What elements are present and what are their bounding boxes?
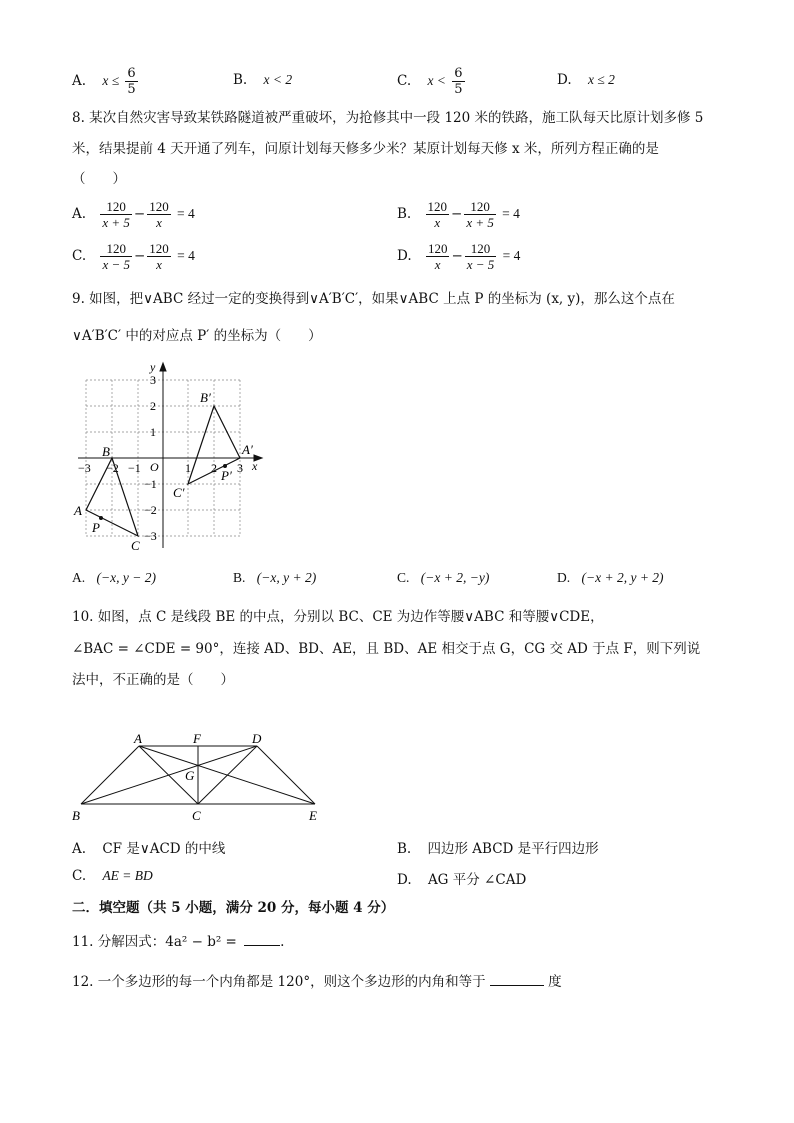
fraction (147, 199, 171, 230)
denominator: x (156, 257, 162, 272)
option-label: D. (397, 872, 412, 888)
q11-end: . (280, 934, 285, 950)
numerator: 120 (149, 241, 169, 256)
q7-option-c (397, 66, 467, 97)
y-tick-label: −1 (144, 477, 157, 491)
q8-answer-paren: （ ） (72, 171, 126, 187)
denominator: x (156, 215, 162, 230)
q10-stem-line1: 10. 如图，点 C 是线段 BE 的中点，分别以 BC、CE 为边作等腰∨ABC 和等腰∨CDE， (72, 609, 604, 625)
x-tick-label: −2 (106, 461, 119, 475)
x-tick-label: 3 (237, 461, 243, 475)
option-expr: x < (427, 73, 446, 88)
q7-option-a (72, 66, 140, 97)
numerator: 120 (465, 241, 497, 257)
fig-label-d: D (252, 731, 262, 746)
q9-stem-line1: 9. 如图，把∨ABC 经过一定的变换得到∨A′B′C′，如果∨ABC 上点 P 的坐标为 (x, y)，那么这个点在 (72, 291, 675, 307)
option-text: CF 是∨ACD 的中线 (102, 841, 226, 857)
numerator: 120 (100, 241, 132, 257)
label-p1: P′ (221, 468, 232, 483)
denominator: x (434, 257, 441, 272)
q11-answer-blank[interactable] (244, 945, 280, 946)
label-p: P (92, 520, 100, 535)
q12-end: 度 (548, 974, 562, 990)
q8-option-c: C. $\frac{120}{x - 5}$ − $\frac{120}{x}$ = 4 (72, 241, 195, 272)
q10-option-d (397, 868, 526, 888)
label-a1: A′ (242, 442, 253, 457)
numerator: 120 (100, 199, 132, 215)
x-tick-label: −1 (128, 461, 141, 475)
x-tick-label: 1 (185, 461, 191, 475)
q9-option-b (233, 570, 316, 586)
q7-option-d (557, 72, 615, 88)
equation-rhs: = 4 (177, 248, 195, 263)
y-axis-label: y (150, 360, 156, 374)
label-b1: B′ (200, 390, 211, 405)
option-label: A. (72, 206, 87, 222)
option-label: D. (397, 248, 412, 264)
option-value: (−x, y − 2) (96, 570, 156, 585)
q9-coordinate-figure (70, 358, 280, 556)
fraction (426, 241, 450, 272)
equation-rhs: = 4 (502, 248, 521, 263)
x-axis-label: x (252, 459, 258, 473)
y-tick-label: 1 (150, 425, 156, 439)
option-label: C. (397, 570, 410, 585)
label-c1: C′ (173, 485, 185, 500)
fig-label-f: F (193, 731, 201, 746)
option-text: 四边形 ABCD 是平行四边形 (427, 841, 599, 857)
option-label: C. (397, 73, 412, 89)
q12-text: 12. 一个多边形的每一个内角都是 120°，则这个多边形的内角和等于 (72, 974, 486, 990)
x-tick-labels (78, 461, 243, 475)
fig-label-e: E (309, 808, 317, 823)
y-tick-label: 3 (150, 373, 156, 387)
denominator: 5 (454, 82, 463, 97)
y-tick-label: −2 (144, 503, 157, 517)
option-expr: x ≤ (102, 73, 120, 88)
fraction (147, 241, 171, 272)
option-label: A. (72, 73, 87, 89)
x-tick-label: 2 (211, 461, 217, 475)
option-label: B. (233, 72, 248, 88)
label-a: A (74, 503, 82, 518)
option-label: C. (72, 248, 87, 264)
numerator: 120 (149, 199, 169, 214)
option-label: B. (397, 206, 412, 222)
fig-label-a: A (134, 731, 142, 746)
option-text: AE = BD (102, 868, 153, 883)
fraction (426, 199, 450, 230)
q9-option-c (397, 570, 489, 586)
q10-geometry-figure (70, 730, 330, 826)
fig-label-g: G (185, 768, 195, 783)
fraction (452, 66, 464, 97)
label-c: C (131, 538, 140, 553)
fraction (100, 241, 132, 272)
option-expr: x < 2 (263, 72, 293, 87)
option-label: B. (233, 570, 246, 585)
option-label: D. (557, 570, 571, 585)
q12-answer-blank[interactable] (490, 985, 544, 986)
q8-stem-line2: 米，结果提前 4 天开通了列车，问原计划每天修多少米？某原计划每天修 x 米，所列方程正确的是 (72, 141, 659, 157)
q8-option-b: B. $\frac{120}{x}$ − $\frac{120}{x + 5}$ = 4 (397, 199, 520, 230)
denominator: x − 5 (102, 257, 130, 272)
q10-option-a (72, 837, 225, 857)
q7-option-b (233, 72, 292, 88)
numerator: 120 (464, 199, 496, 215)
option-label: B. (397, 841, 412, 857)
option-label: A. (72, 841, 87, 857)
origin-label: O (150, 460, 159, 474)
fraction (125, 66, 137, 97)
option-value: (−x, y + 2) (256, 570, 317, 585)
q11 (72, 932, 284, 952)
option-label: C. (72, 868, 87, 884)
numerator: 120 (427, 241, 448, 256)
q10-option-b (397, 837, 599, 857)
equation-rhs: = 4 (177, 206, 195, 221)
y-tick-label: −3 (144, 529, 157, 543)
numerator: 120 (427, 199, 448, 214)
q10-stem-line3: 法中，不正确的是（ ） (72, 672, 234, 688)
fig-label-b: B (72, 808, 80, 823)
q8-stem-line1: 8. 某次自然灾害导致某铁路隧道被严重破坏，为抢修其中一段 120 米的铁路，施工队每天比原计划多修 5 (72, 110, 704, 126)
x-tick-label: −3 (78, 461, 91, 475)
option-value: (−x + 2, −y) (420, 570, 490, 585)
q10-option-c (72, 868, 153, 884)
denominator: x (434, 215, 441, 230)
fraction (465, 241, 497, 272)
denominator: x + 5 (102, 215, 130, 230)
q9-option-a (72, 570, 156, 586)
q12 (72, 972, 562, 992)
fig-label-c: C (192, 808, 201, 823)
option-text: AG 平分 ∠CAD (427, 872, 527, 888)
fraction (100, 199, 132, 230)
q10-stem-line2: ∠BAC = ∠CDE = 90°，连接 AD、BD、AE，且 BD、AE 相交于点 G，CG 交 AD 于点 F，则下列说 (72, 641, 701, 657)
option-value: (−x + 2, y + 2) (581, 570, 664, 585)
denominator: x + 5 (466, 215, 494, 230)
option-label: A. (72, 570, 86, 585)
figure-labels (72, 731, 317, 823)
label-b: B (102, 444, 110, 459)
denominator: 5 (127, 82, 136, 97)
q9-stem-line2: ∨A′B′C′ 中的对应点 P′ 的坐标为（ ） (72, 328, 322, 344)
equation-rhs: = 4 (502, 206, 520, 221)
fraction (464, 199, 496, 230)
option-label: D. (557, 72, 572, 88)
y-tick-label: 2 (150, 399, 156, 413)
q11-text: 11. 分解因式：4a² − b² = (72, 934, 237, 950)
q8-option-a: A. $\frac{120}{x + 5}$ − $\frac{120}{x}$ = 4 (72, 199, 195, 230)
option-expr: x ≤ 2 (587, 72, 615, 87)
numerator: 6 (454, 66, 463, 81)
q8-option-d: D. $\frac{120}{x}$ − $\frac{120}{x - 5}$ = 4 (397, 241, 521, 272)
numerator: 6 (127, 66, 136, 81)
denominator: x − 5 (466, 257, 495, 272)
section-heading: 二．填空题（共 5 小题，满分 20 分，每小题 4 分） (72, 900, 395, 916)
q9-option-d (557, 570, 664, 586)
figure-lines (81, 746, 315, 804)
